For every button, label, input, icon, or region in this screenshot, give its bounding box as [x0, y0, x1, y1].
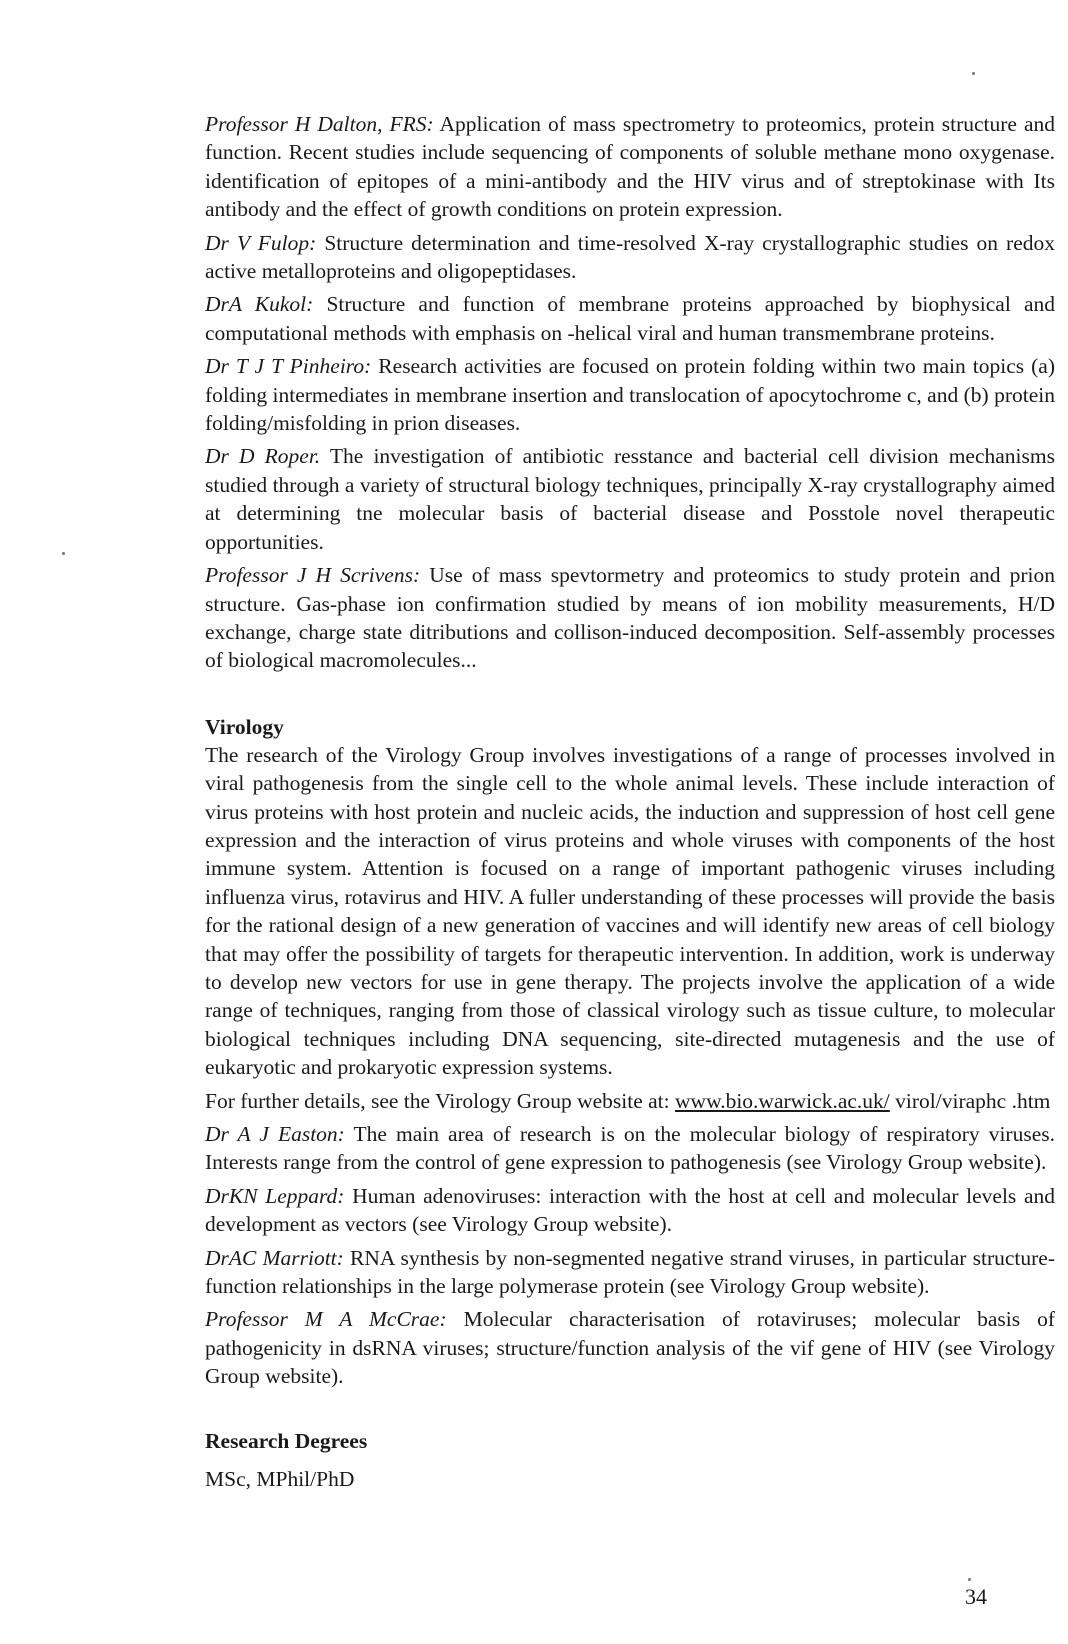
staff-description: Molecular characterisation of rotaviruses; molecular basis of pathogenicity in dsRNA viruses; structure/function analysis of the vif gene of HIV (see Virology Group website).: [205, 1307, 1056, 1389]
staff-description: Use of mass spevtormetry and proteomics to study protein and prion structure. Gas-phase ion confirmation studied by means of ion mobility measurements, H/D exchange, charge state ditributions and collison-induced decomposition. Self-assembly processes of biological macromolecules...: [205, 563, 1055, 673]
virology-intro: The research of the Virology Group involves investigations of a range of processes involved in viral pathogenesis from the single cell to the whole animal levels. These include interaction of virus proteins with host protein and nucleic acids, the induction and suppression of host cell gene expression and the interaction of virus proteins and whole viruses with components of the host immune system. Attention is focused on a range of important pathogenic viruses including influenza virus, rotavirus and HIV. A fuller understanding of these processes will provide the basis for the rational design of a new generation of vaccines and will identify new areas of cell biology that may offer the possibility of targets for therapeutic intervention. In addition, work is underway to develop new vectors for use in gene therapy. The projects involve the application of a wide range of techniques, ranging from those of classical virology such as tissue culture, to molecular biological techniques including DNA sequencing, site-directed mutagenesis and the use of eukaryotic and prokaryotic expression systems.: [205, 742, 1055, 1080]
staff-entry: [205, 442, 1055, 556]
staff-name: DrAC Marriott:: [205, 1245, 344, 1270]
staff-entry: [205, 561, 1055, 675]
staff-description: Human adenoviruses: interaction with the host at cell and molecular levels and development as vectors (see Virology Group website).: [205, 1183, 1056, 1237]
staff-name: Dr T J T Pinheiro:: [205, 354, 372, 379]
degrees-section: [205, 1427, 1055, 1493]
page-number: 34: [965, 1584, 987, 1609]
staff-entry: [205, 229, 1055, 286]
staff-entry: [205, 110, 1055, 224]
staff-list: [205, 110, 1055, 675]
staff-description: Research activities are focused on protein folding within two main topics (a) folding intermediates in membrane insertion and translocation of apocytochrome c, and (b) protein folding/misfolding in prion diseases.: [205, 354, 1055, 436]
staff-name: Dr A J Easton:: [205, 1122, 345, 1146]
virology-section: [205, 713, 1055, 1391]
website-reference: [205, 1087, 1055, 1115]
website-prefix: For further details, see the Virology Group website at:: [205, 1088, 676, 1113]
staff-name: Professor M A McCrae:: [205, 1307, 447, 1332]
staff-description: Structure determination and time-resolved X-ray crystallographic studies on redox active metalloproteins and oligopeptidases.: [205, 230, 1056, 284]
staff-description: Application of mass spectrometry to proteomics, protein structure and function. Recent studies include sequencing of components of soluble methane mono oxygenase. identification of epitopes of a mini-antibody and the HIV virus and of streptokinase with Its antibody and the effect of growth conditions on protein expression.: [205, 112, 1055, 222]
staff-name: DrKN Leppard:: [205, 1183, 345, 1208]
staff-description: RNA synthesis by non-segmented negative strand viruses, in particular structure-function relationships in the large polymerase protein (see Virology Group website).: [205, 1245, 1055, 1299]
staff-entry: [205, 1120, 1055, 1177]
staff-description: The main area of research is on the molecular biology of respiratory viruses. Interests range from the control of gene expression to pathogenesis (see Virology Group website).: [205, 1122, 1055, 1175]
staff-entry: [205, 290, 1055, 347]
staff-description: The investigation of antibiotic resstance and bacterial cell division mechanisms studied through a variety of structural biology techniques, principally X-ray crystallography aimed at determining tne molecular basis of bacterial disease and Posstole novel therapeutic opportunities.: [205, 444, 1055, 554]
staff-entry: [205, 1244, 1055, 1301]
scan-speck: [972, 72, 975, 75]
staff-name: Dr D Roper.: [205, 444, 321, 469]
section-heading: Virology: [205, 714, 284, 739]
staff-entry: [205, 1305, 1055, 1390]
website-suffix: virol/viraphc .htm: [889, 1088, 1051, 1113]
staff-name: DrA Kukol:: [205, 292, 314, 317]
page-content: [205, 110, 1055, 1493]
staff-entry: [205, 352, 1055, 437]
scan-speck: [968, 1578, 971, 1581]
website-link[interactable]: www.bio.warwick.ac.uk/: [675, 1088, 890, 1113]
staff-entry: [205, 1182, 1055, 1239]
degrees-text: MSc, MPhil/PhD: [205, 1466, 355, 1491]
section-heading: Research Degrees: [205, 1428, 368, 1453]
staff-name: Professor J H Scrivens:: [205, 563, 421, 588]
staff-name: Professor H Dalton, FRS:: [205, 112, 434, 136]
staff-name: Dr V Fulop:: [205, 230, 317, 255]
staff-description: Structure and function of membrane proteins approached by biophysical and computational methods with emphasis on -helical viral and human transmembrane proteins.: [205, 292, 1055, 345]
scan-speck: [62, 552, 65, 555]
